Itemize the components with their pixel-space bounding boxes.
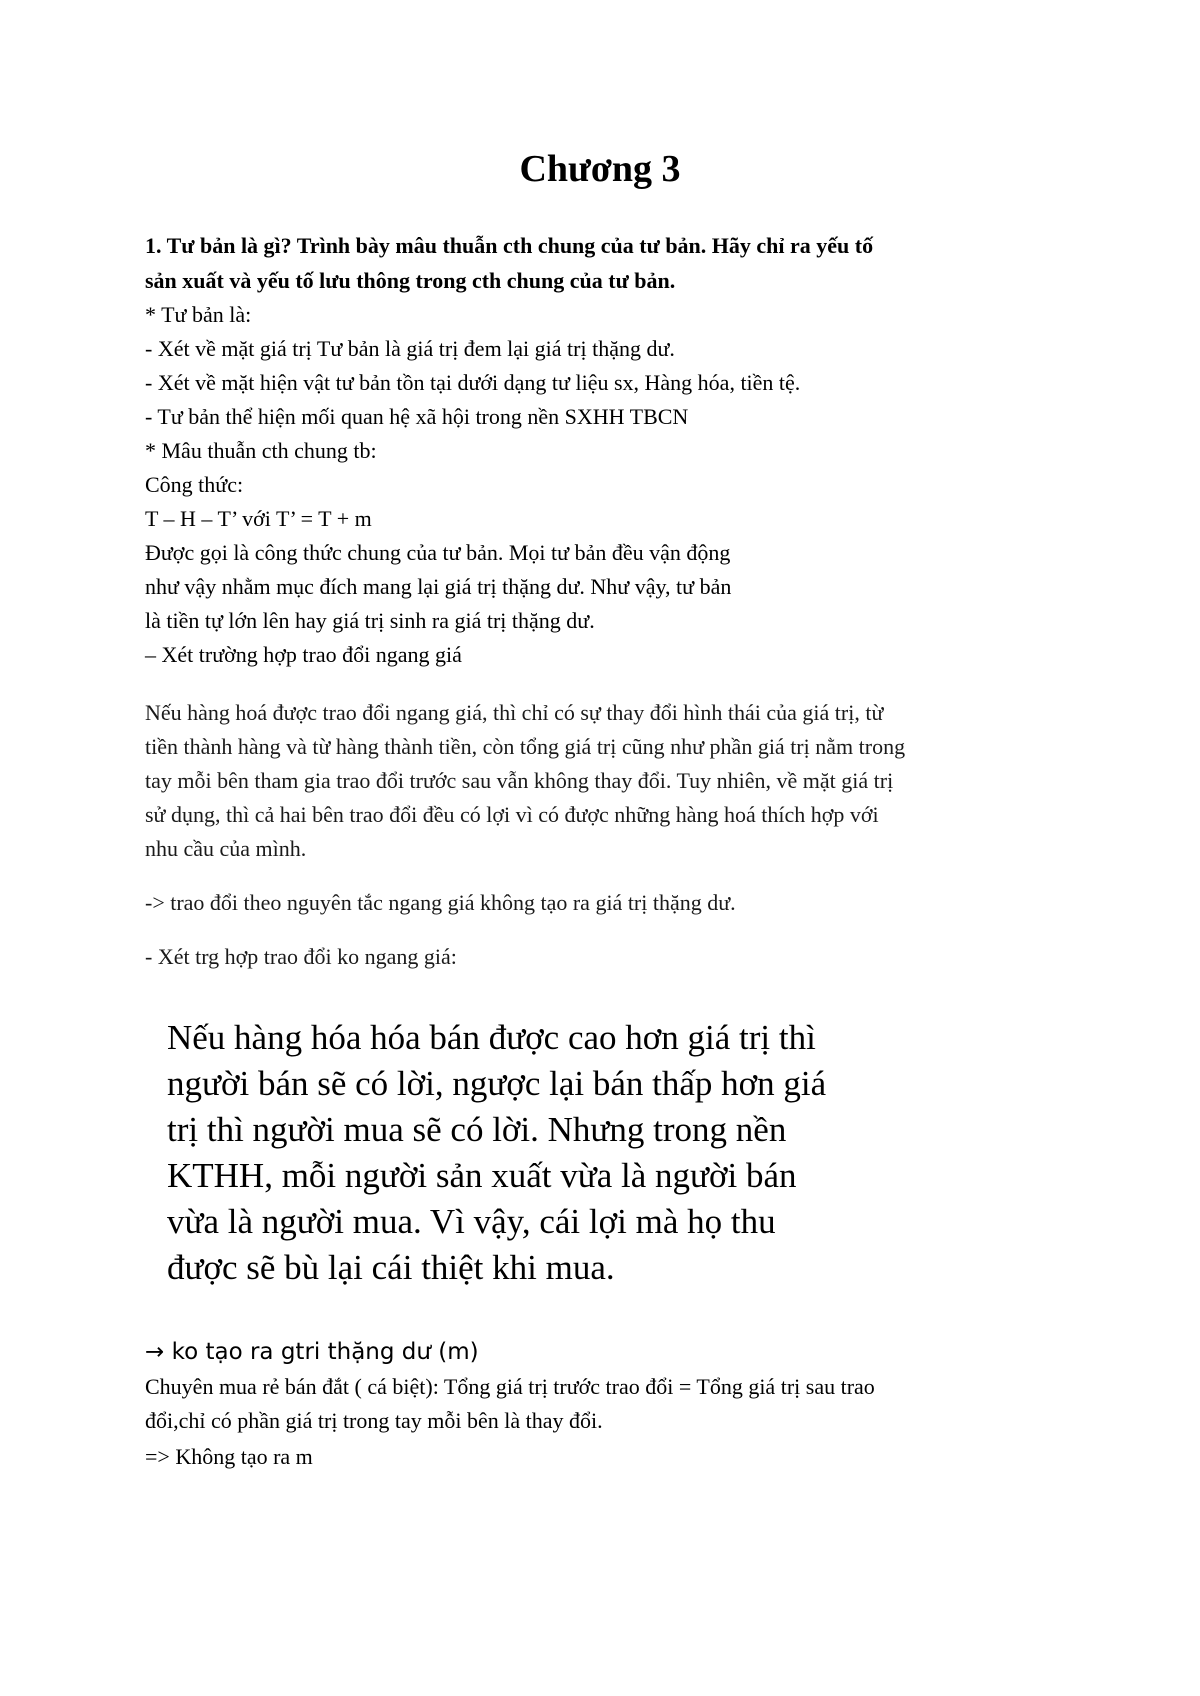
definition-line: - Tư bản thể hiện mối quan hệ xã hội trong nền SXHH TBCN [145,404,689,429]
definition-line: như vậy nhằm mục đích mang lại giá trị thặng dư. Như vậy, tư bản [145,574,732,599]
unequal-exchange-line: KTHH, mỗi người sản xuất vừa là người bán [167,1156,797,1195]
unequal-exchange-line: vừa là người mua. Vì vậy, cái lợi mà họ thu [167,1202,776,1241]
definition-line: Công thức: [145,472,244,497]
question-line-1: 1. Tư bản là gì? Trình bày mâu thuẫn cth chung của tư bản. Hãy chỉ ra yếu tố [145,233,874,258]
chapter-title: Chương 3 [519,148,681,190]
definition-line: - Xét về mặt hiện vật tư bản tồn tại dưới dạng tư liệu sx, Hàng hóa, tiền tệ. [145,370,801,395]
final-line: Chuyên mua rẻ bán đắt ( cá biệt): Tổng giá trị trước trao đổi = Tổng giá trị sau trao [145,1374,875,1399]
final-line: => Không tạo ra m [145,1444,313,1469]
unequal-exchange-line: được sẽ bù lại cái thiệt khi mua. [167,1248,615,1287]
arrow-note: → ko tạo ra gtri thặng dư (m) [145,1339,479,1365]
conclusion-line: -> trao đổi theo nguyên tắc ngang giá không tạo ra giá trị thặng dư. [145,890,736,915]
unequal-exchange-line: người bán sẽ có lời, ngược lại bán thấp hơn giá [167,1064,827,1103]
equal-exchange-line: sử dụng, thì cả hai bên trao đổi đều có lợi vì có được những hàng hoá thích hợp với [145,802,879,827]
unequal-exchange-heading: - Xét trg hợp trao đổi ko ngang giá: [145,944,457,969]
equal-exchange-line: Nếu hàng hoá được trao đổi ngang giá, thì chỉ có sự thay đổi hình thái của giá trị, từ [145,700,884,725]
final-line: đổi,chỉ có phần giá trị trong tay mỗi bên là thay đổi. [145,1408,603,1433]
definition-line: - Xét về mặt giá trị Tư bản là giá trị đem lại giá trị thặng dư. [145,336,675,361]
formula-line: T – H – T’ với T’ = T + m [145,506,372,531]
unequal-exchange-line: Nếu hàng hóa hóa bán được cao hơn giá trị thì [167,1018,816,1057]
equal-exchange-line: nhu cầu của mình. [145,836,307,861]
question-line-2: sản xuất và yếu tố lưu thông trong cth chung của tư bản. [145,268,676,293]
definition-line: * Tư bản là: [145,302,252,327]
equal-exchange-line: tiền thành hàng và từ hàng thành tiền, còn tổng giá trị cũng như phần giá trị nằm trong [145,734,906,759]
equal-exchange-heading: – Xét trường hợp trao đổi ngang giá [145,642,462,667]
equal-exchange-line: tay mỗi bên tham gia trao đổi trước sau vẫn không thay đổi. Tuy nhiên, về mặt giá trị [145,768,894,793]
definition-line: là tiền tự lớn lên hay giá trị sinh ra giá trị thặng dư. [145,608,595,633]
definition-line: * Mâu thuẫn cth chung tb: [145,438,377,463]
definition-line: Được gọi là công thức chung của tư bản. Mọi tư bản đều vận động [145,540,731,565]
unequal-exchange-line: trị thì người mua sẽ có lời. Nhưng trong nền [167,1110,787,1149]
